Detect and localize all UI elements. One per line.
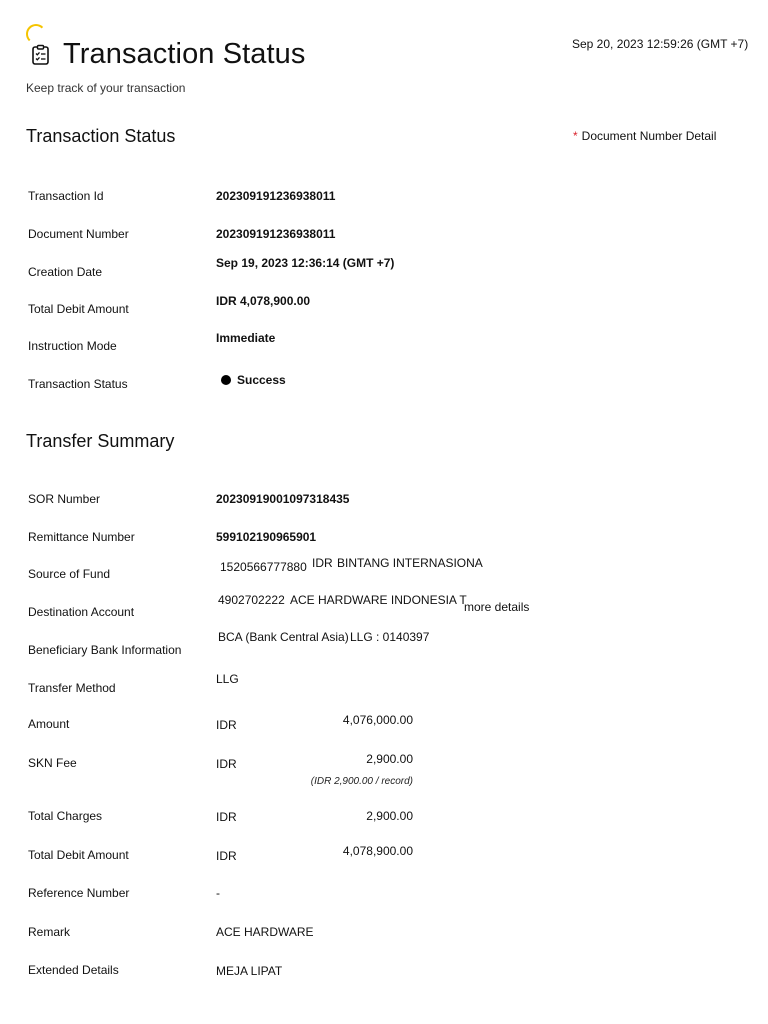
status-dot-icon: [221, 375, 231, 385]
skn-fee-value: 2,900.00: [366, 752, 413, 766]
beneficiary-bank-code: LLG : 0140397: [350, 630, 430, 644]
instruction-mode-value: Immediate: [216, 331, 276, 345]
remittance-number-value: 599102190965901: [216, 530, 317, 544]
instruction-mode-label: Instruction Mode: [28, 339, 117, 353]
creation-date-label: Creation Date: [28, 265, 103, 279]
current-timestamp: Sep 20, 2023 12:59:26 (GMT +7): [572, 37, 749, 51]
sor-number-label: SOR Number: [28, 492, 101, 506]
source-of-fund-account: 1520566777880: [220, 560, 307, 574]
summary-total-debit-value: 4,078,900.00: [342, 844, 413, 858]
beneficiary-bank-name: BCA (Bank Central Asia): [218, 630, 349, 644]
more-details-link[interactable]: more details: [464, 600, 530, 614]
transfer-method-label: Transfer Method: [28, 681, 116, 695]
extended-details-label: Extended Details: [28, 963, 119, 977]
reference-number-label: Reference Number: [28, 886, 130, 900]
creation-date-value: Sep 19, 2023 12:36:14 (GMT +7): [216, 256, 395, 270]
document-number-detail-note: [573, 129, 716, 143]
total-charges-label: Total Charges: [28, 809, 103, 823]
required-asterisk: *: [573, 129, 578, 143]
total-charges-value: 2,900.00: [366, 809, 413, 823]
destination-account-name: ACE HARDWARE INDONESIA T: [290, 593, 467, 607]
transaction-id-label: Transaction Id: [28, 189, 104, 203]
transaction-id-value: 202309191236938011: [216, 189, 336, 203]
beneficiary-bank-label: Beneficiary Bank Information: [28, 643, 182, 657]
transfer-method-value: LLG: [216, 672, 239, 686]
transfer-summary-heading: Transfer Summary: [26, 431, 175, 451]
status-text: Success: [237, 373, 286, 387]
remark-label: Remark: [28, 925, 71, 939]
reference-number-value: -: [216, 886, 220, 900]
remark-value: ACE HARDWARE: [216, 925, 314, 939]
amount-value: 4,076,000.00: [342, 713, 413, 727]
amount-currency: IDR: [216, 718, 237, 732]
clipboard-checklist-icon: [30, 44, 52, 66]
page-title: Transaction Status: [63, 38, 306, 70]
transaction-status-value: [221, 373, 286, 387]
skn-fee-currency: IDR: [216, 757, 237, 771]
loading-spinner-icon: [26, 24, 46, 44]
total-charges-currency: IDR: [216, 810, 237, 824]
document-number-detail-label: Document Number Detail: [581, 129, 717, 143]
sor-number-value: 20230919001097318435: [216, 492, 350, 506]
document-number-label: Document Number: [28, 227, 129, 241]
destination-account-label: Destination Account: [28, 605, 135, 619]
total-debit-amount-value: IDR 4,078,900.00: [216, 294, 311, 308]
skn-fee-label: SKN Fee: [28, 756, 77, 770]
skn-fee-note: (IDR 2,900.00 / record): [310, 776, 413, 787]
transaction-status-label: Transaction Status: [28, 377, 128, 391]
destination-account-number: 4902702222: [218, 593, 285, 607]
source-of-fund-label: Source of Fund: [28, 567, 111, 581]
amount-label: Amount: [28, 717, 70, 731]
remittance-number-label: Remittance Number: [28, 530, 135, 544]
total-debit-amount-label: Total Debit Amount: [28, 302, 129, 316]
transaction-status-heading: Transaction Status: [26, 126, 176, 146]
extended-details-value: MEJA LIPAT: [216, 964, 283, 978]
source-of-fund-name: BINTANG INTERNASIONA: [337, 556, 483, 570]
source-of-fund-currency: IDR: [312, 556, 333, 570]
summary-total-debit-label: Total Debit Amount: [28, 848, 129, 862]
summary-total-debit-currency: IDR: [216, 849, 237, 863]
document-number-value: 202309191236938011: [216, 227, 336, 241]
page-subtitle: Keep track of your transaction: [26, 81, 186, 95]
